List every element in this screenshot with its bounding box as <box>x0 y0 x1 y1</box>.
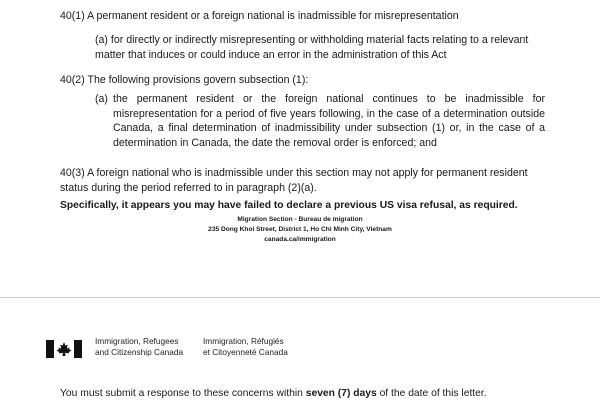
department-en-line1: Immigration, Refugees <box>95 336 179 346</box>
department-fr-line1: Immigration, Réfugiés <box>203 336 284 346</box>
section-40-2-heading: 40(2) The following provisions govern subsection (1): <box>60 74 309 86</box>
department-fr-line2: et Citoyenneté Canada <box>203 346 288 357</box>
department-en-line2: and Citizenship Canada <box>95 346 184 357</box>
page-divider <box>0 297 600 298</box>
paragraph-label: (a) <box>95 93 108 105</box>
section-40-3-text: 40(3) A foreign national who is inadmissible under this section may not apply for permanent resident status during the period referred to in paragraph (2)(a). <box>60 167 528 194</box>
office-website: canada.ca/immigration <box>264 236 336 243</box>
office-name: Migration Section - Bureau de migration <box>237 216 363 223</box>
department-name-french <box>203 336 288 357</box>
department-name-english <box>95 336 183 357</box>
section-40-1-paragraph-a: (a) for directly or indirectly misrepresenting or withholding material facts relating to a relevant matter that induces or could induce an error in the administration of this Act <box>95 34 529 61</box>
notice-text-after: of the date of this letter. <box>376 388 487 399</box>
response-deadline-notice <box>60 388 487 399</box>
notice-text-before: You must submit a response to these concerns within <box>60 388 306 399</box>
section-40-1-heading: 40(1) A permanent resident or a foreign national is inadmissible for misrepresentation <box>60 10 459 22</box>
canada-flag-icon <box>46 340 82 358</box>
section-40-2-paragraph-a <box>95 92 545 150</box>
office-address: 235 Dong Khoi Street, District 1, Ho Chi Minh City, Vietnam <box>208 226 392 233</box>
refusal-notice: Specifically, it appears you may have failed to declare a previous US visa refusal, as required. <box>60 200 518 211</box>
notice-deadline: seven (7) days <box>305 388 377 399</box>
paragraph-text: the permanent resident or the foreign national continues to be inadmissible for misrepresentation for a period of five years following, in the case of a determination outside Canada, a final determination of inadmissibility under subsection (1) or, in the case of a determination in Canada, the date the removal order is enforced; and <box>113 93 545 149</box>
